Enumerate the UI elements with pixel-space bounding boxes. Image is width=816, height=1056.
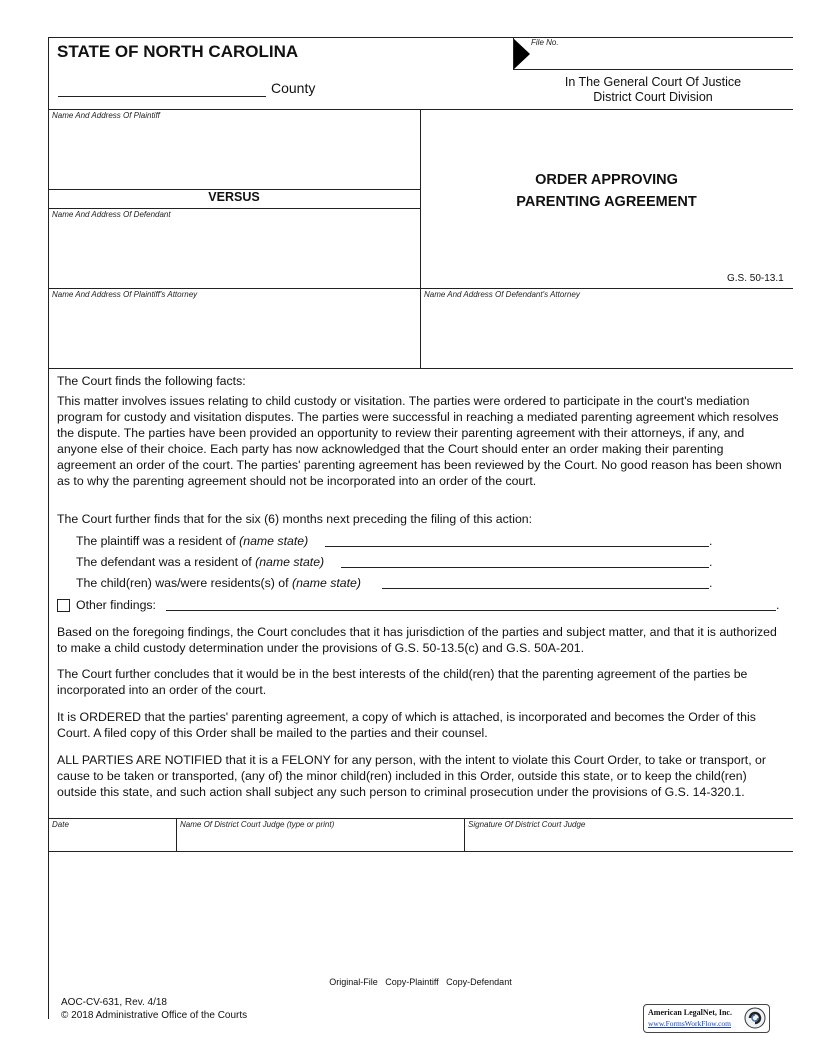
defendant-label: Name And Address Of Defendant bbox=[52, 210, 171, 219]
parties-bottom-border bbox=[48, 368, 793, 369]
form-top-border bbox=[48, 37, 793, 38]
copyright: © 2018 Administrative Office of the Courts bbox=[61, 1010, 248, 1021]
file-no-arrow-icon bbox=[513, 38, 530, 70]
distribution-line: Original-File Copy-Plaintiff Copy-Defendant bbox=[329, 977, 512, 987]
residency-intro: The Court further finds that for the six (6) months next preceding the filing of this action: bbox=[57, 512, 533, 526]
children-state-field[interactable] bbox=[382, 588, 709, 589]
file-no-label: File No. bbox=[531, 38, 559, 47]
vendor-badge[interactable] bbox=[643, 1004, 770, 1033]
vendor-name: American LegalNet, Inc. bbox=[648, 1008, 732, 1017]
other-findings-field[interactable] bbox=[166, 610, 776, 611]
order-title-line-1: ORDER APPROVING bbox=[535, 172, 678, 188]
judge-name-field[interactable] bbox=[177, 831, 463, 850]
children-state-period: . bbox=[709, 576, 713, 590]
defendant-attorney-label: Name And Address Of Defendant's Attorney bbox=[424, 290, 580, 299]
children-residence-label: The child(ren) was/were residents(s) of bbox=[76, 576, 289, 590]
attorney-top-line bbox=[48, 288, 793, 289]
state-title: STATE OF NORTH CAROLINA bbox=[57, 42, 299, 61]
defendant-state-field[interactable] bbox=[341, 567, 709, 568]
children-residence-row bbox=[76, 575, 361, 591]
defendant-state-period: . bbox=[709, 555, 713, 569]
plaintiff-attorney-field[interactable] bbox=[49, 301, 419, 367]
judge-signature-label: Signature Of District Court Judge bbox=[468, 820, 586, 829]
plaintiff-label: Name And Address Of Plaintiff bbox=[52, 111, 160, 120]
court-line-2: District Court Division bbox=[593, 90, 713, 104]
other-findings-checkbox[interactable] bbox=[57, 599, 70, 612]
form-number: AOC-CV-631, Rev. 4/18 bbox=[61, 997, 167, 1008]
plaintiff-attorney-label: Name And Address Of Plaintiff's Attorney bbox=[52, 290, 198, 299]
court-line-1: In The General Court Of Justice bbox=[564, 75, 742, 89]
versus-bottom-line bbox=[48, 208, 420, 209]
other-findings-period: . bbox=[776, 598, 780, 612]
defendant-residence-row bbox=[76, 554, 324, 570]
defendant-attorney-field[interactable] bbox=[421, 301, 792, 367]
plaintiff-field[interactable] bbox=[49, 122, 419, 188]
best-interests-paragraph: The Court further concludes that it would be in the best interests of the child(ren) that the parenting agreement of the parties be incorporated into an order of the court. bbox=[57, 667, 748, 697]
defendant-residence-label: The defendant was a resident of bbox=[76, 555, 252, 569]
date-label: Date bbox=[52, 820, 69, 829]
file-no-divider bbox=[513, 37, 514, 70]
ordered-paragraph: It is ORDERED that the parties' parenting agreement, a copy of which is attached, is incorporated and becomes the Order of this Court. A filed copy of this Order shall be mailed to the parties and their counsel. bbox=[57, 710, 756, 740]
plaintiff-state-period: . bbox=[709, 534, 713, 548]
defendant-field[interactable] bbox=[49, 222, 419, 286]
statute-reference: G.S. 50-13.1 bbox=[727, 273, 784, 284]
date-field[interactable] bbox=[49, 831, 175, 850]
file-no-field[interactable] bbox=[513, 69, 793, 70]
order-title-line-2: PARENTING AGREEMENT bbox=[516, 194, 697, 210]
signature-top-line bbox=[48, 818, 793, 819]
plaintiff-name-state-hint: (name state) bbox=[239, 534, 309, 548]
defendant-name-state-hint: (name state) bbox=[255, 555, 325, 569]
county-label: County bbox=[271, 80, 316, 96]
vendor-globe-icon bbox=[744, 1007, 766, 1029]
felony-notice-paragraph: ALL PARTIES ARE NOTIFIED that it is a FELONY for any person, with the intent to violate this Court Order, to take or transport, or cause to be taken or transported, (any of) the minor child(ren) included in this Order, outside this state, or to keep the child(ren) outside this state, and such action shall subject any such person to criminal prosecution under the provisions of G.S. 14-320.1. bbox=[57, 753, 766, 799]
vendor-url: www.FormsWorkFlow.com bbox=[648, 1019, 732, 1028]
jurisdiction-paragraph: Based on the foregoing findings, the Court concludes that it has jurisdiction of the parties and subject matter, and that it is authorized to make a child custody determination under the provisions of G.S. 50-13.5(c) and G.S. 50A-201. bbox=[57, 625, 777, 655]
findings-intro: The Court finds the following facts: bbox=[57, 374, 246, 388]
county-blank[interactable] bbox=[58, 96, 266, 97]
findings-paragraph: This matter involves issues relating to child custody or visitation. The parties were ordered to participate in the court's mediation program for custody and visitation disputes. The parties were successful in reaching a mediated parenting agreement which resolves the dispute. The parties have been provided an opportunity to review their parenting agreement with their attorneys, if any, and anyone else of their choice. Each party has now acknowledged that the Court should enter an order making their parenting agreement an order of the court. The parties' parenting agreement has been reviewed by the Court. No good reason has been shown as to why the parenting agreement should not be incorporated into an order of the court. bbox=[57, 394, 782, 488]
versus-label: VERSUS bbox=[208, 190, 260, 204]
children-name-state-hint: (name state) bbox=[291, 576, 361, 590]
plaintiff-residence-row bbox=[76, 533, 308, 549]
plaintiff-state-field[interactable] bbox=[325, 546, 709, 547]
judge-name-label: Name Of District Court Judge (type or print) bbox=[180, 820, 335, 829]
other-findings-label: Other findings: bbox=[76, 598, 156, 612]
signature-bottom-line bbox=[48, 851, 793, 852]
plaintiff-residence-label: The plaintiff was a resident of bbox=[76, 534, 236, 548]
judge-signature-field[interactable] bbox=[465, 831, 792, 850]
